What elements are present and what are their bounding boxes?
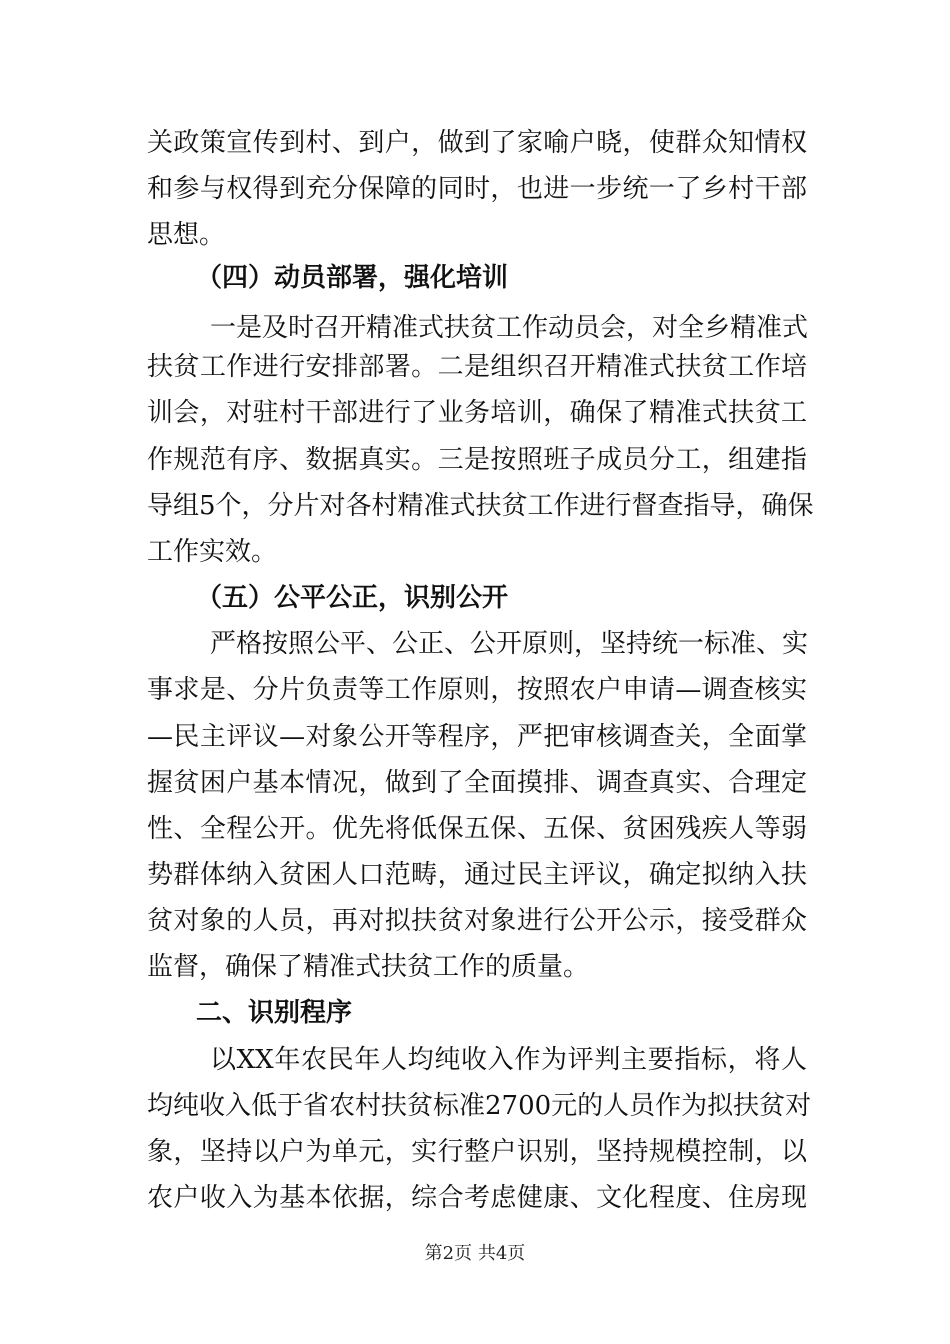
paragraph-line: 严格按照公平、公正、公开原则，坚持统一标准、实 bbox=[210, 629, 809, 659]
paragraph-line: 和参与权得到充分保障的同时，也进一步统一了乡村干部 bbox=[147, 174, 807, 204]
paragraph-line: 以XX年农民年人均纯收入作为评判主要指标，将人 bbox=[210, 1045, 807, 1075]
paragraph-line: —民主评议—对象公开等程序，严把审核调查关，全面掌 bbox=[147, 722, 807, 752]
paragraph-line: 均纯收入低于省农村扶贫标准2700元的人员作为拟扶贫对 bbox=[147, 1091, 812, 1121]
paragraph-line: 一是及时召开精准式扶贫工作动员会，对全乡精准式 bbox=[210, 313, 809, 343]
section-heading-5: （五）公平公正，识别公开 bbox=[196, 583, 509, 613]
paragraph-line: 农户收入为基本依据，综合考虑健康、文化程度、住房现 bbox=[147, 1183, 807, 1213]
paragraph-line: 象，坚持以户为单元，实行整户识别，坚持规模控制，以 bbox=[147, 1137, 807, 1167]
paragraph-line: 关政策宣传到村、到户，做到了家喻户晓，使群众知情权 bbox=[147, 128, 807, 158]
page-footer: 第2页 共4页 bbox=[424, 1243, 526, 1264]
paragraph-line: 握贫困户基本情况，做到了全面摸排、调查真实、合理定 bbox=[147, 768, 807, 798]
paragraph-line: 扶贫工作进行安排部署。二是组织召开精准式扶贫工作培 bbox=[147, 352, 807, 382]
paragraph-line: 监督，确保了精准式扶贫工作的质量。 bbox=[147, 952, 590, 982]
paragraph-line: 势群体纳入贫困人口范畴，通过民主评议，确定拟纳入扶 bbox=[147, 860, 807, 890]
paragraph-line: 事求是、分片负责等工作原则，按照农户申请—调查核实 bbox=[147, 675, 807, 705]
paragraph-line: 作规范有序、数据真实。三是按照班子成员分工，组建指 bbox=[147, 445, 807, 475]
paragraph-line: 训会，对驻村干部进行了业务培训，确保了精准式扶贫工 bbox=[147, 398, 807, 428]
paragraph-line: 导组5个，分片对各村精准式扶贫工作进行督查指导，确保 bbox=[147, 491, 814, 521]
paragraph-line: 性、全程公开。优先将低保五保、五保、贫困残疾人等弱 bbox=[147, 814, 807, 844]
paragraph-line: 贫对象的人员，再对拟扶贫对象进行公开公示，接受群众 bbox=[147, 906, 807, 936]
paragraph-line: 思想。 bbox=[147, 220, 226, 250]
section-heading-two: 二、识别程序 bbox=[196, 998, 353, 1028]
paragraph-line: 工作实效。 bbox=[147, 537, 278, 567]
section-heading-4: （四）动员部署，强化培训 bbox=[196, 263, 509, 293]
